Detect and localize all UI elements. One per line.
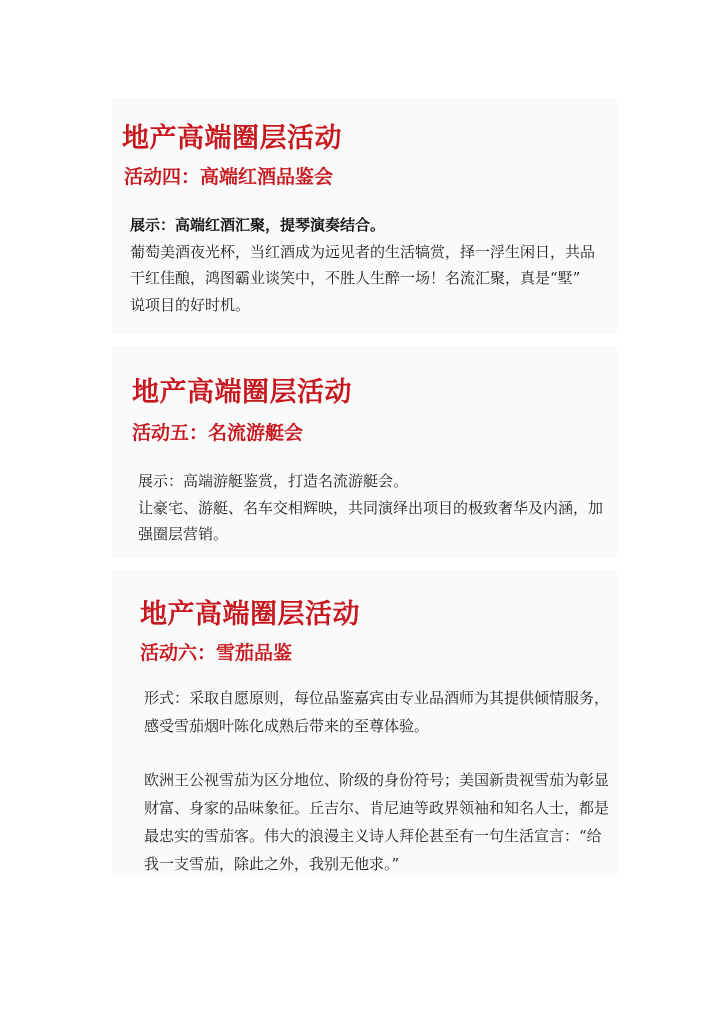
section-body (130, 212, 610, 318)
section-subtitle: 活动五：名流游艇会 (132, 422, 304, 444)
body-line: 感受雪茄烟叶陈化成熟后带来的至尊体验。 (144, 717, 430, 735)
body-line: 我一支雪茄，除此之外，我别无他求。” (144, 855, 400, 873)
activity-5-section (112, 346, 617, 558)
section-paragraph-2 (144, 766, 612, 878)
body-line: 最忠实的雪茄客。伟大的浪漫主义诗人拜伦甚至有一句生活宣言：“给 (144, 827, 602, 845)
section-paragraph-1 (144, 684, 612, 740)
activity-4-section (112, 98, 617, 334)
section-subtitle: 活动四：高端红酒品鉴会 (124, 166, 334, 188)
section-body (138, 468, 610, 548)
section-title: 地产高端圈层活动 (140, 599, 360, 630)
lead-line: 展示：高端红酒汇聚，提琴演奏结合。 (130, 216, 386, 234)
activity-6-section (112, 570, 617, 876)
body-line: 形式：采取自愿原则，每位品鉴嘉宾由专业品酒师为其提供倾情服务， (144, 689, 610, 707)
section-subtitle: 活动六：雪茄品鉴 (140, 642, 293, 664)
body-line: 强圈层营销。 (138, 525, 229, 543)
section-title: 地产高端圈层活动 (122, 123, 342, 154)
section-title: 地产高端圈层活动 (132, 377, 352, 408)
body-line: 财富、身家的品味象征。丘吉尔、肯尼迪等政界领袖和知名人士，都是 (144, 799, 610, 817)
body-line: 说项目的好时机。 (130, 295, 251, 314)
lead-line: 展示：高端游艇鉴赏，打造名流游艇会。 (138, 472, 409, 490)
body-line: 让豪宅、游艇、名车交相辉映，共同演绎出项目的极致奢华及内涵，加 (138, 498, 604, 517)
body-line: 欧洲王公视雪茄为区分地位、阶级的身份符号；美国新贵视雪茄为彰显 (144, 771, 610, 789)
body-line: 干红佳酿，鸿图霸业谈笑中，不胜人生醉一场！名流汇聚，真是“墅” (130, 269, 581, 287)
body-line: 葡萄美酒夜光杯，当红酒成为远见者的生活犒赏，择一浮生闲日，共品 (130, 242, 596, 261)
